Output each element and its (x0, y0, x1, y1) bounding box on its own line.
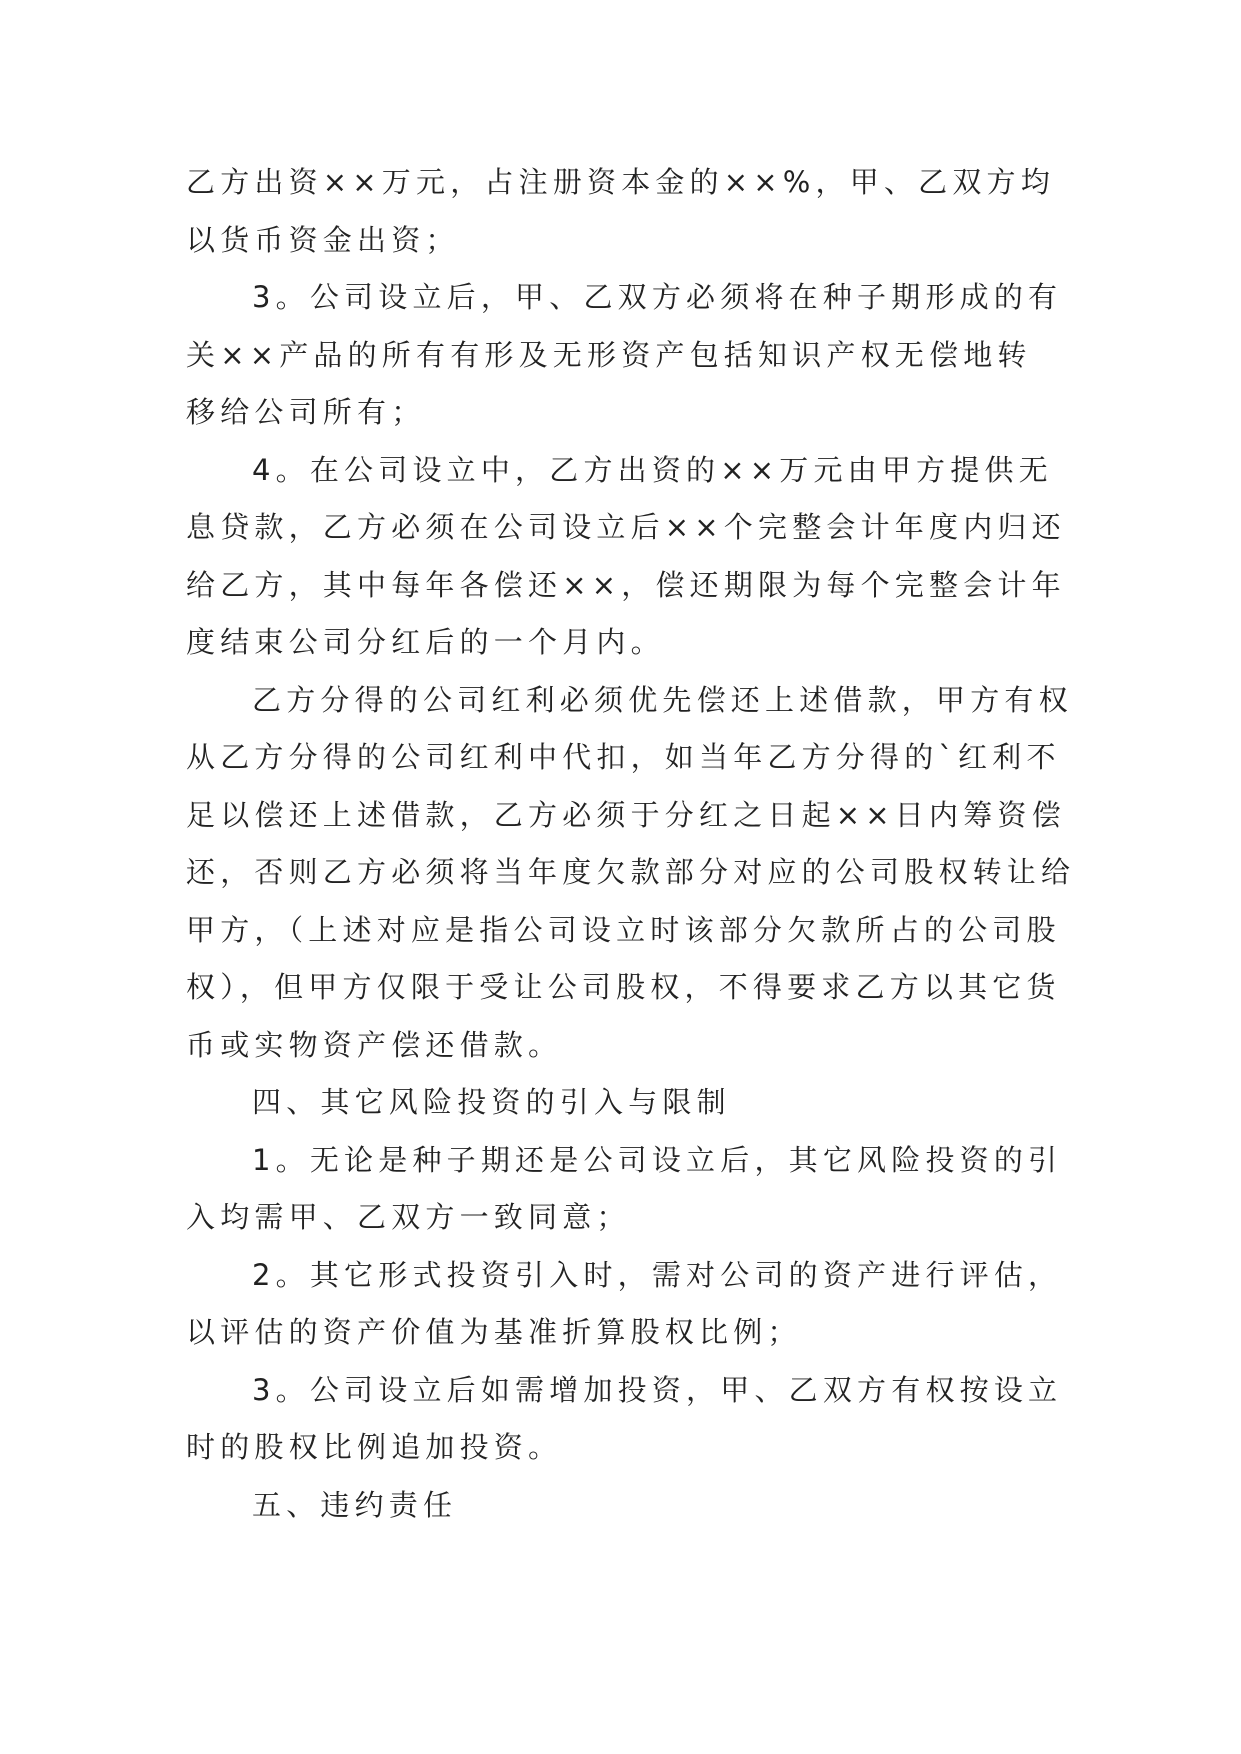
paragraph-clause-4-3 (186, 1362, 1063, 1477)
text-line: 权），但甲方仅限于受让公司股权，不得要求乙方以其它货 (186, 970, 1061, 1004)
section-heading-5 (186, 1477, 1056, 1535)
text-line: 移给公司所有； (186, 395, 426, 429)
text-line: 甲方，（上述对应是指公司设立时该部分欠款所占的公司股 (186, 912, 1061, 947)
section-heading: 五、违约责任 (252, 1487, 458, 1522)
text-line: 度结束公司分红后的一个月内。 (186, 625, 665, 659)
text-line: 3。公司设立后如需增加投资，甲、乙双方有权按设立 (252, 1372, 1063, 1407)
text-line: 1。无论是种子期还是公司设立后，其它风险投资的引 (252, 1142, 1063, 1177)
section-heading-4 (186, 1074, 1056, 1132)
paragraph-dividend-repayment (186, 672, 1076, 1075)
text-line: 入均需甲、乙双方一致同意； (186, 1200, 631, 1234)
text-line: 2。其它形式投资引入时，需对公司的资产进行评估， (252, 1257, 1063, 1292)
text-line: 乙方出资××万元，占注册资本金的××%，甲、乙双方均 (186, 165, 1055, 199)
paragraph-capital-contribution (186, 154, 1056, 269)
text-line: 足以偿还上述借款，乙方必须于分红之日起××日内筹资偿 (186, 797, 1066, 832)
paragraph-clause-4-2 (186, 1247, 1063, 1362)
text-line: 以货币资金出资； (186, 222, 460, 257)
text-line: 以评估的资产价值为基准折算股权比例； (186, 1315, 802, 1349)
paragraph-clause-4-1 (186, 1132, 1063, 1247)
text-line: 关××产品的所有有形及无形资产包括知识产权无偿地转 (186, 337, 1032, 372)
section-heading: 四、其它风险投资的引入与限制 (252, 1085, 731, 1119)
text-line: 乙方分得的公司红利必须优先偿还上述借款，甲方有权 (252, 682, 1073, 717)
text-line: 4。在公司设立中，乙方出资的××万元由甲方提供无 (252, 452, 1053, 487)
paragraph-clause-3 (186, 269, 1063, 442)
document-body (186, 154, 1076, 1534)
text-line: 还，否则乙方必须将当年度欠款部分对应的公司股权转让给 (186, 855, 1076, 889)
text-line: 3。公司设立后，甲、乙双方必须将在种子期形成的有 (252, 280, 1063, 314)
text-line: 息贷款，乙方必须在公司设立后××个完整会计年度内归还 (186, 510, 1066, 544)
text-line: 时的股权比例追加投资。 (186, 1430, 563, 1464)
text-line: 给乙方，其中每年各偿还××，偿还期限为每个完整会计年 (186, 567, 1066, 602)
text-line: 从乙方分得的公司红利中代扣，如当年乙方分得的`红利不 (186, 740, 1061, 774)
text-line: 币或实物资产偿还借款。 (186, 1027, 563, 1062)
paragraph-clause-4 (186, 442, 1066, 672)
